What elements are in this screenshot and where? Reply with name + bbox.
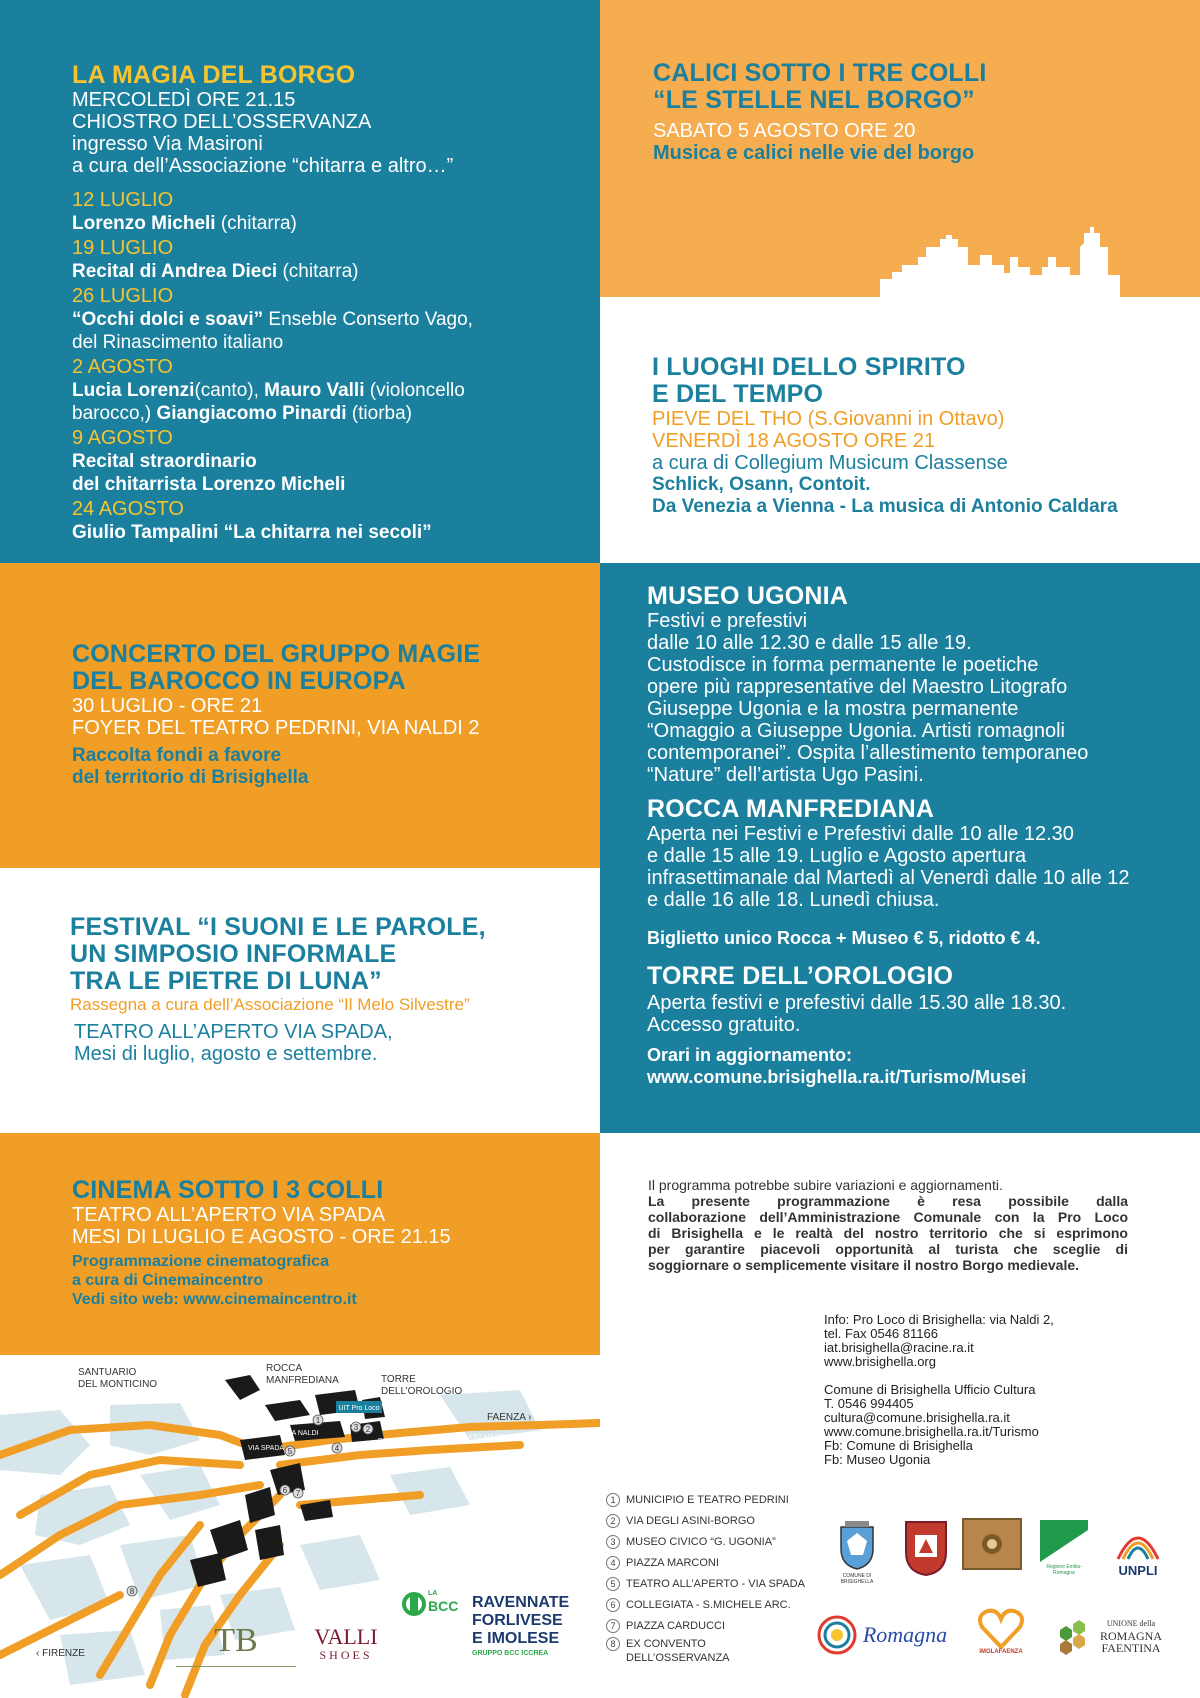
program-item: Giulio Tampalini “La chitarra nei secoli” <box>72 522 432 543</box>
map-label-rocca: ROCCA <box>266 1363 303 1374</box>
section-calici <box>600 0 1200 297</box>
rocca-line: e dalle 16 alle 18. Lunedì chiusa. <box>647 889 940 911</box>
torre-hours: Aperta festivi e prefestivi dalle 15.30 alle 18.30. <box>647 992 1067 1014</box>
program-item: “Occhi dolci e soavi” Enseble Conserto Vago, <box>72 309 473 330</box>
cinema-site[interactable]: Vedi sito web: www.cinemaincentro.it <box>72 1291 357 1308</box>
calici-title: CALICI SOTTO I TRE COLLI <box>653 59 987 87</box>
map-legend <box>606 1489 816 1664</box>
svg-text:5: 5 <box>287 1447 293 1456</box>
comune-brisighella-logo: COMUNE DI BRISIGHELLA <box>828 1512 886 1592</box>
valli-shoes-logo: VALLI SHOES <box>314 1623 378 1662</box>
luoghi-program: Da Venezia a Vienna - La musica di Antonio Caldara <box>652 496 1118 517</box>
museo-line: contemporanei”. Ospita l’allestimento temporaneo <box>647 742 1089 764</box>
section-festival <box>0 868 600 1133</box>
svg-text:6: 6 <box>282 1486 288 1495</box>
magia-entrance: ingresso Via Masironi <box>72 133 263 155</box>
legend-label: VIA DEGLI ASINI-BORGO <box>626 1514 755 1527</box>
bcc-logo: LA BCC RAVENNATE FORLIVESE E IMOLESE GRUPPO BCC ICCREA <box>398 1590 598 1670</box>
luoghi-composers: Schlick, Osann, Contoit. <box>652 474 871 495</box>
legend-number: 3 <box>606 1535 620 1549</box>
museo-line: Festivi e prefestivi <box>647 610 808 632</box>
program-date: 24 AGOSTO <box>72 498 184 520</box>
legend-item <box>606 1552 816 1573</box>
info-email[interactable]: cultura@comune.brisighella.ra.it <box>824 1410 1010 1425</box>
notice <box>648 1177 1128 1273</box>
map-label-rocca-2: MANFREDIANA <box>266 1375 339 1386</box>
hexagons-icon <box>1050 1616 1096 1656</box>
cinema-place: TEATRO ALL’APERTO VIA SPADA <box>72 1204 386 1226</box>
torre-title: TORRE DELL’OROLOGIO <box>647 962 954 990</box>
program-item-cont: del Rinascimento italiano <box>72 332 284 353</box>
festival-place: TEATRO ALL’APERTO VIA SPADA, <box>74 1021 393 1043</box>
luoghi-title: I LUOGHI DELLO SPIRITO <box>652 353 966 381</box>
regione-emilia-romagna-logo: Regione Emilia-Romagna <box>1038 1518 1090 1578</box>
street-label: VIA XXV MAGGIO <box>455 1434 513 1441</box>
program-date: 9 AGOSTO <box>72 427 173 449</box>
legend-label: MUNICIPIO E TEATRO PEDRINI <box>626 1493 789 1506</box>
map-label-torre: TORRE <box>381 1374 416 1385</box>
cinema-prog: Programmazione cinematografica <box>72 1253 329 1270</box>
notice-line: di Brisighella e le realtà del nostro territorio che si esprimono <box>648 1225 1128 1241</box>
program-item-cont: barocco,) Giangiacomo Pinardi (tiorba) <box>72 403 412 424</box>
uit-label: UIT Pro Loco <box>338 1405 380 1412</box>
svg-text:7: 7 <box>295 1489 301 1498</box>
legend-label: PIAZZA CARDUCCI <box>626 1619 726 1632</box>
museo-line: “Nature” dell’artista Ugo Pasini. <box>647 764 924 786</box>
program-date: 2 AGOSTO <box>72 356 173 378</box>
magia-curator: a cura dell’Associazione “chitarra e altro…” <box>72 155 454 177</box>
magia-where: CHIOSTRO DELL’OSSERVANZA <box>72 111 372 133</box>
museo-line: opere più rappresentative del Maestro Litografo <box>647 676 1068 698</box>
svg-text:8: 8 <box>129 1587 135 1596</box>
cinema-curator: a cura di Cinemaincentro <box>72 1272 264 1289</box>
legend-number: 1 <box>606 1493 620 1507</box>
crest-icon <box>837 1519 877 1571</box>
section-concerto <box>0 563 600 868</box>
heart-icon <box>978 1607 1024 1649</box>
luoghi-date: VENERDÌ 18 AGOSTO ORE 21 <box>652 430 936 452</box>
map-label-firenze: ‹ FIRENZE <box>36 1648 85 1659</box>
svg-text:4: 4 <box>334 1444 340 1453</box>
cinema-title: CINEMA SOTTO I 3 COLLI <box>72 1176 384 1204</box>
proloco-logo <box>898 1515 954 1579</box>
info-line: T. 0546 994405 <box>824 1396 914 1411</box>
legend-item <box>606 1510 816 1531</box>
unione-romagna-faentina-logo: UNIONE della ROMAGNA FAENTINA <box>1046 1612 1166 1660</box>
notice-line: soggiornare o semplicemente visitare il nostro Borgo medievale. <box>648 1257 1080 1273</box>
program-item: Lucia Lorenzi(canto), Mauro Valli (violoncello <box>72 380 465 401</box>
legend-item <box>606 1573 816 1594</box>
region-icon <box>1040 1520 1088 1562</box>
torre-access: Accesso gratuito. <box>647 1014 801 1036</box>
rocca-line: e dalle 15 alle 19. Luglio e Agosto apertura <box>647 845 1027 867</box>
info-line: Info: Pro Loco di Brisighella: via Naldi 2, <box>824 1312 1054 1327</box>
legend-number: 2 <box>606 1514 620 1528</box>
concerto-subtitle: DEL BAROCCO IN EUROPA <box>72 667 406 695</box>
info-email[interactable]: iat.brisighella@racine.ra.it <box>824 1340 974 1355</box>
info-facebook[interactable]: Fb: Museo Ugonia <box>824 1452 931 1467</box>
luoghi-curator: a cura di Collegium Musicum Classense <box>652 452 1008 474</box>
calici-desc: Musica e calici nelle vie del borgo <box>653 142 975 164</box>
legend-number: 4 <box>606 1556 620 1570</box>
concerto-title: CONCERTO DEL GRUPPO MAGIE <box>72 640 481 668</box>
program-date: 12 LUGLIO <box>72 189 174 211</box>
info-website[interactable]: www.brisighella.org <box>824 1354 936 1369</box>
heritage-icon <box>972 1530 1012 1558</box>
svg-text:3: 3 <box>353 1423 359 1432</box>
program-item: Recital straordinario <box>72 451 257 472</box>
museo-line: Custodisce in forma permanente le poetiche <box>647 654 1039 676</box>
section-magia <box>0 0 600 563</box>
notice-line: La presente programmazione è resa possibile dalla <box>648 1193 1128 1209</box>
info-line: tel. Fax 0546 81166 <box>824 1326 938 1341</box>
luoghi-place: PIEVE DEL THO (S.Giovanni in Ottavo) <box>652 408 1005 430</box>
romagna-logo: Romagna <box>812 1610 952 1660</box>
info-contacts <box>824 1313 1194 1467</box>
festival-curator: Rassegna a cura dell’Associazione “Il Melo Silvestre” <box>70 995 470 1014</box>
map-label-santuario: SANTUARIO <box>78 1367 137 1378</box>
legend-label: PIAZZA MARCONI <box>626 1556 719 1569</box>
legend-number: 8 <box>606 1637 620 1651</box>
borgo-skyline <box>600 217 1200 297</box>
legend-number: 7 <box>606 1619 620 1633</box>
legend-label: COLLEGIATA - S.MICHELE ARC. <box>626 1598 791 1611</box>
legend-item <box>606 1489 816 1510</box>
program-date: 19 LUGLIO <box>72 237 174 259</box>
luoghi-subtitle: E DEL TEMPO <box>652 380 824 408</box>
magia-when: MERCOLEDÌ ORE 21.15 <box>72 89 296 111</box>
legend-item-cont <box>606 1651 816 1664</box>
section-musei <box>600 563 1200 1133</box>
festival-title-3: TRA LE PIETRE DI LUNA” <box>70 967 382 995</box>
program-date: 26 LUGLIO <box>72 285 174 307</box>
magia-title: LA MAGIA DEL BORGO <box>72 61 356 89</box>
map-label-santuario-2: DEL MONTICINO <box>78 1379 158 1390</box>
unpli-logo: UNPLI <box>1108 1513 1168 1587</box>
calici-date: SABATO 5 AGOSTO ORE 20 <box>653 120 916 142</box>
street-label: PIAZZA F. GIROLO <box>378 1438 439 1445</box>
legend-item <box>606 1636 816 1651</box>
calici-subtitle: “LE STELLE NEL BORGO” <box>653 86 975 114</box>
concerto-note: Raccolta fondi a favore <box>72 745 282 766</box>
rocca-line: infrasettimanale dal Martedì al Venerdì dalle 10 alle 12 <box>647 867 1130 889</box>
section-cinema <box>0 1133 600 1355</box>
svg-text:2: 2 <box>365 1425 371 1434</box>
program-item: Recital di Andrea Dieci (chitarra) <box>72 261 359 282</box>
regione-culture-logo <box>962 1518 1022 1570</box>
street-label: VIA NALDI <box>285 1430 319 1437</box>
notice-line: collaborazione dell’Amministrazione Comunale con la Pro Loco <box>648 1209 1128 1225</box>
museo-title: MUSEO UGONIA <box>647 582 849 610</box>
museo-line: Giuseppe Ugonia e la mostra permanente <box>647 698 1019 720</box>
torre-update: Orari in aggiornamento: <box>647 1045 853 1065</box>
map-label-faenza: FAENZA › <box>487 1412 532 1423</box>
legend-item <box>606 1531 816 1552</box>
concerto-note-cont: del territorio di Brisighella <box>72 767 309 788</box>
legend-label: EX CONVENTO <box>626 1637 706 1650</box>
romagna-circle-icon <box>817 1615 857 1655</box>
festival-months: Mesi di luglio, agosto e settembre. <box>74 1043 378 1065</box>
rocca-title: ROCCA MANFREDIANA <box>647 795 935 823</box>
rocca-line: Aperta nei Festivi e Prefestivi dalle 10 alle 12.30 <box>647 823 1074 845</box>
concerto-place: FOYER DEL TEATRO PEDRINI, VIA NALDI 2 <box>72 717 480 739</box>
legend-label: MUSEO CIVICO “G. UGONIA” <box>626 1535 776 1548</box>
tb-logo: TB <box>176 1615 296 1667</box>
svg-text:1: 1 <box>315 1416 321 1425</box>
info-website[interactable]: www.comune.brisighella.ra.it/Turismo <box>824 1424 1039 1439</box>
street-label: VIA SPADA <box>248 1445 285 1452</box>
legend-label: TEATRO ALL’APERTO - VIA SPADA <box>626 1577 805 1590</box>
info-line: Comune di Brisighella Ufficio Cultura <box>824 1382 1036 1397</box>
festival-title: FESTIVAL “I SUONI E LE PAROLE, <box>70 913 486 941</box>
museo-line: “Omaggio a Giuseppe Ugonia. Artisti romagnoli <box>647 720 1065 742</box>
torre-url[interactable]: www.comune.brisighella.ra.it/Turismo/Musei <box>647 1067 1027 1087</box>
shield-icon <box>901 1517 951 1577</box>
notice-line: per garantire piacevoli opportunità al turista che sceglie di <box>648 1241 1128 1257</box>
map-label-torre-2: DELL’OROLOGIO <box>381 1386 463 1397</box>
imola-faenza-logo: IMOLAFAENZA <box>968 1598 1034 1664</box>
program-item-cont: del chitarrista Lorenzo Micheli <box>72 474 346 495</box>
italy-rainbow-icon <box>1113 1523 1163 1563</box>
legend-number: 5 <box>606 1577 620 1591</box>
info-facebook[interactable]: Fb: Comune di Brisighella <box>824 1438 973 1453</box>
legend-item <box>606 1615 816 1636</box>
concerto-date: 30 LUGLIO - ORE 21 <box>72 695 263 717</box>
legend-item <box>606 1594 816 1615</box>
legend-label: DELL’OSSERVANZA <box>626 1651 730 1664</box>
festival-title-2: UN SIMPOSIO INFORMALE <box>70 940 397 968</box>
cinema-months: MESI DI LUGLIO E AGOSTO - ORE 21.15 <box>72 1226 451 1248</box>
section-luoghi <box>600 297 1200 563</box>
legend-number: 6 <box>606 1598 620 1612</box>
notice-line: Il programma potrebbe subire variazioni e aggiornamenti. <box>648 1177 1003 1193</box>
rocca-ticket: Biglietto unico Rocca + Museo € 5, ridotto € 4. <box>647 928 1041 948</box>
program-item: Lorenzo Micheli (chitarra) <box>72 213 297 234</box>
museo-line: dalle 10 alle 12.30 e dalle 15 alle 19. <box>647 632 972 654</box>
bcc-icon <box>400 1590 428 1618</box>
